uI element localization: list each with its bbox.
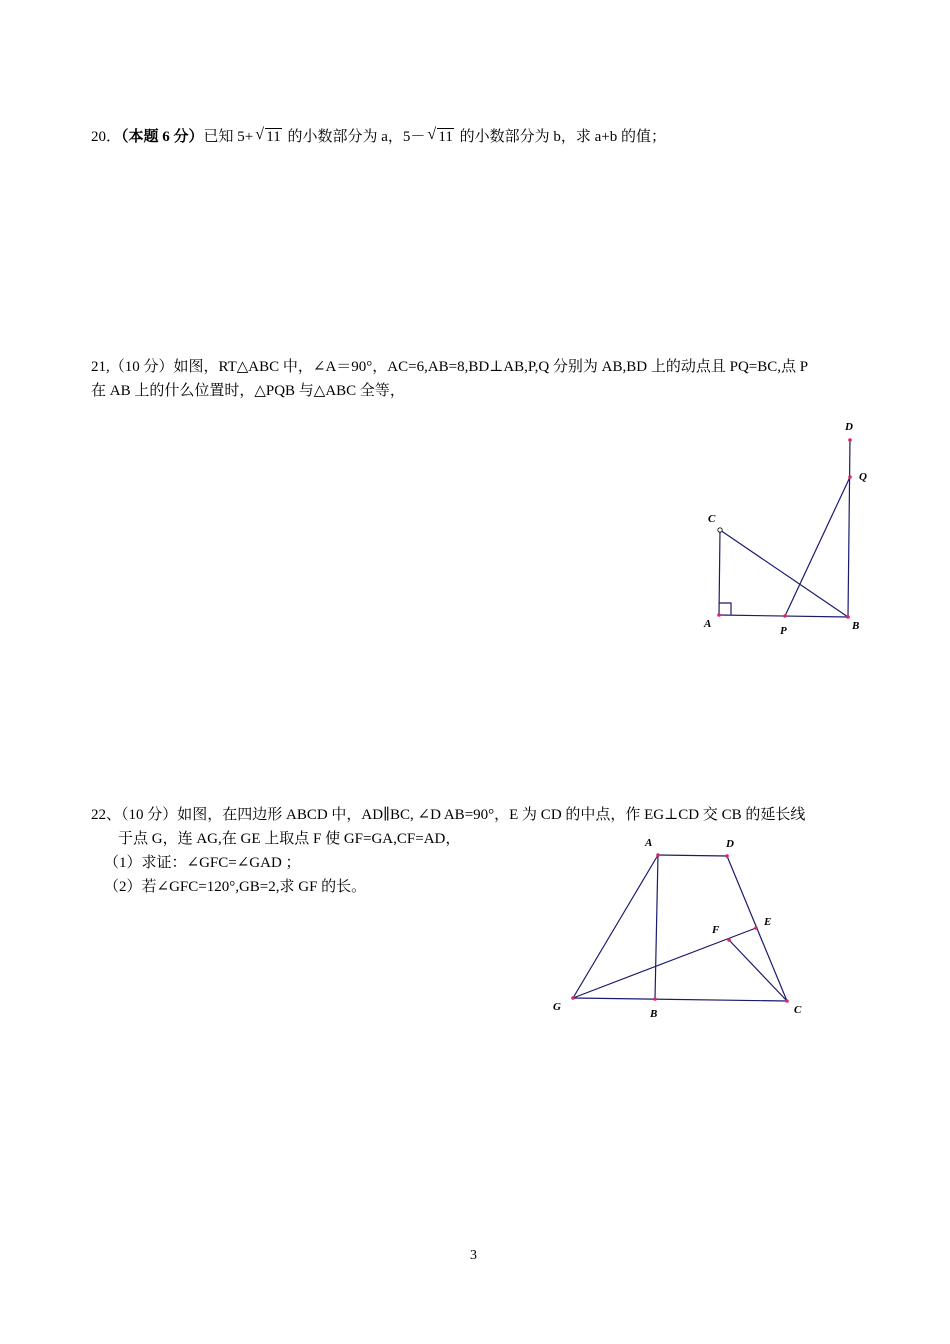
point-B	[653, 997, 657, 1001]
label-D: D	[845, 421, 853, 433]
segment-AC	[719, 530, 720, 615]
segment-GC	[573, 998, 787, 1001]
segment-FC	[729, 940, 787, 1001]
q20-part2: 的小数部分为 a，5－	[283, 129, 426, 145]
q22-line4: （2）若∠GFC=120°,GB=2,求 GF 的长。	[104, 879, 367, 895]
segment-AB	[655, 855, 658, 999]
segment-BD	[848, 440, 850, 617]
segment-AG	[573, 855, 658, 998]
point-E	[754, 926, 758, 930]
point-G	[571, 996, 575, 1000]
segment-CB	[720, 530, 848, 617]
sqrt-11-b: √ 11	[427, 126, 453, 145]
label-C: C	[708, 513, 716, 525]
q21-figure	[690, 415, 890, 645]
q20-number: 20．	[91, 129, 122, 145]
point-B	[846, 615, 850, 619]
point-A	[656, 853, 660, 857]
point-D	[725, 854, 729, 858]
label-A: A	[645, 837, 653, 849]
point-P	[783, 614, 787, 618]
q20-part1: 已知 5+	[203, 129, 254, 145]
q22-line3: （1）求证：∠GFC=∠GAD ；	[104, 855, 301, 871]
q22-figure	[545, 830, 825, 1030]
point-C	[718, 528, 722, 532]
point-F	[727, 938, 731, 942]
q22-line1: 22、（10 分）如图，在四边形 ABCD 中，AD∥BC, ∠D AB=90°，E 为 CD 的中点，作 EG⊥CD 交 CB 的延长线	[91, 807, 806, 823]
right-angle-mark	[719, 603, 731, 615]
label-A: A	[704, 618, 712, 630]
segment-AD	[658, 855, 727, 856]
label-C: C	[794, 1004, 802, 1016]
page-number: 3	[470, 1248, 477, 1263]
label-B: B	[650, 1008, 658, 1020]
point-C	[785, 999, 789, 1003]
label-Q: Q	[859, 471, 867, 483]
label-E: E	[764, 916, 772, 928]
q22-line2: 于点 G，连 AG,在 GE 上取点 F 使 GF=GA,CF=AD，	[118, 831, 461, 847]
q21-line1: 21,（10 分）如图，RT△ABC 中，∠A＝90°，AC=6,AB=8,BD⊥AB,P,Q 分别为 AB,BD 上的动点且 PQ=BC,点 P	[91, 359, 809, 375]
q21-line2: 在 AB 上的什么位置时，△PQB 与△ABC 全等，	[91, 383, 405, 399]
label-G: G	[553, 1001, 561, 1013]
sqrt-11-a: √ 11	[255, 126, 281, 145]
point-A	[717, 613, 721, 617]
label-F: F	[712, 924, 720, 936]
q20-part3: 的小数部分为 b，求 a+b 的值；	[455, 129, 666, 145]
label-P: P	[780, 625, 787, 637]
label-D: D	[726, 838, 734, 850]
q20-header: （本题 6 分）	[121, 129, 204, 145]
point-Q	[848, 475, 852, 479]
q20-text	[91, 127, 666, 147]
label-B: B	[852, 620, 860, 632]
segment-PQ	[785, 477, 850, 616]
point-D	[848, 438, 852, 442]
